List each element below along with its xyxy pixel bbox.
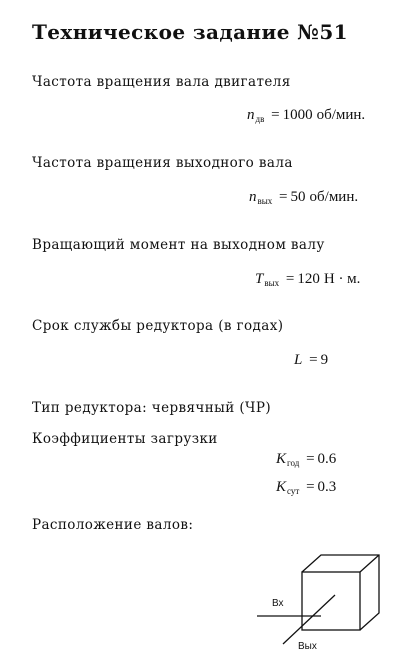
- reducer-cube-top-edge: [360, 555, 379, 572]
- output-speed-formula: [249, 189, 358, 206]
- output-speed-value: 50: [290, 189, 306, 205]
- torque-unit: Н · м.: [323, 271, 361, 287]
- k-day-formula: [276, 479, 336, 496]
- motor-speed-subscript: дв: [255, 114, 265, 124]
- motor-speed-formula: [247, 107, 365, 124]
- k-day-equals: =: [306, 479, 315, 495]
- reducer-cube-back-edges: [302, 555, 379, 630]
- input-shaft-label: Вх: [272, 598, 284, 609]
- torque-label: Вращающий момент на выходном валу: [32, 237, 325, 253]
- lifetime-formula: [294, 352, 328, 369]
- k-year-subscript: год: [287, 458, 300, 468]
- k-day-symbol: K: [276, 479, 287, 495]
- lifetime-symbol: L: [294, 352, 303, 368]
- k-year-value: 0.6: [317, 451, 337, 467]
- output-shaft-label: Вых: [298, 641, 317, 652]
- output-shaft-line: [283, 595, 335, 644]
- k-year-symbol: K: [276, 451, 287, 467]
- torque-formula: [255, 271, 360, 288]
- load-factors-label: Коэффициенты загрузки: [32, 431, 218, 447]
- torque-symbol: T: [255, 271, 264, 287]
- k-year-equals: =: [306, 451, 315, 467]
- reducer-type-label: Тип редуктора: червячный (ЧР): [32, 400, 272, 416]
- k-day-value: 0.3: [317, 479, 337, 495]
- output-speed-subscript: вых: [257, 196, 273, 206]
- motor-speed-symbol: n: [247, 107, 255, 123]
- motor-speed-value: 1000: [282, 107, 313, 123]
- torque-equals: =: [285, 271, 295, 287]
- motor-speed-equals: =: [271, 107, 280, 123]
- torque-value: 120: [297, 271, 320, 287]
- page-title: Техническое задание №51: [32, 20, 348, 44]
- lifetime-label: Срок службы редуктора (в годах): [32, 318, 284, 334]
- motor-speed-unit: об/мин.: [316, 107, 366, 123]
- lifetime-equals: =: [309, 352, 318, 368]
- output-speed-unit: об/мин.: [309, 189, 359, 205]
- k-year-formula: [276, 451, 336, 468]
- output-speed-equals: =: [279, 189, 288, 205]
- torque-subscript: вых: [264, 278, 280, 288]
- output-speed-label: Частота вращения выходного вала: [32, 155, 293, 171]
- k-day-subscript: сут: [287, 486, 300, 496]
- lifetime-value: 9: [320, 352, 329, 368]
- reducer-cube-front-face: [302, 572, 360, 630]
- motor-speed-label: Частота вращения вала двигателя: [32, 74, 291, 90]
- shaft-layout-label: Расположение валов:: [32, 517, 194, 533]
- output-speed-symbol: n: [249, 189, 257, 205]
- shaft-layout-diagram: [255, 550, 385, 655]
